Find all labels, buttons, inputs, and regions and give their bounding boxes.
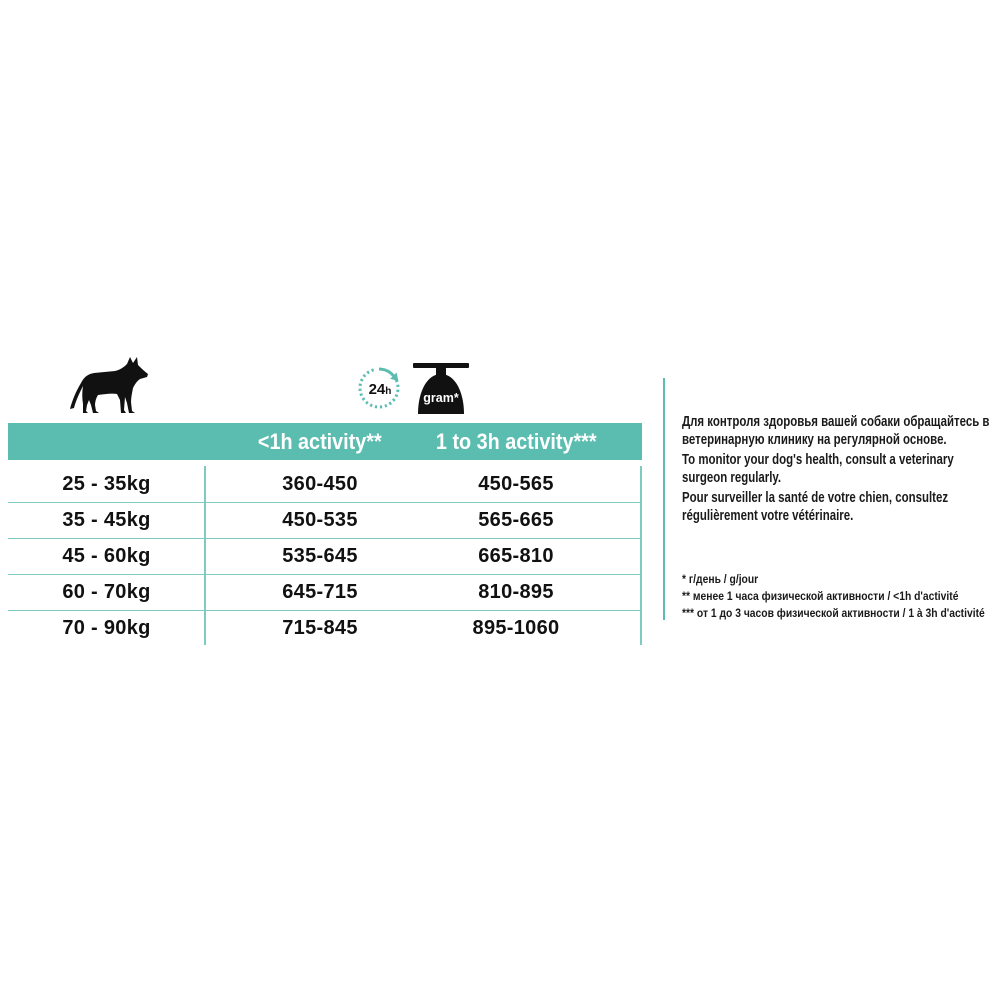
side-divider [663, 378, 665, 620]
clock-number: 24 [368, 381, 386, 398]
low-activity-grams-cell: 535-645 [282, 545, 358, 567]
row-divider [8, 502, 642, 503]
table-row [8, 502, 642, 538]
low-activity-grams-cell: 360-450 [282, 473, 358, 495]
footnotes [682, 571, 985, 622]
table-row [8, 574, 642, 610]
weight-range-cell: 35 - 45kg [62, 509, 151, 531]
header-low-activity: <1h activity** [258, 429, 382, 454]
kitchen-scale-icon [410, 360, 472, 416]
high-activity-grams-cell: 810-895 [478, 581, 554, 603]
dog-silhouette-icon [67, 355, 151, 414]
high-activity-grams-cell: 895-1060 [472, 617, 560, 639]
high-activity-grams-cell: 565-665 [478, 509, 554, 531]
svg-text:24h [369, 381, 392, 398]
table-row [8, 466, 642, 502]
weight-range-cell: 45 - 60kg [62, 545, 151, 567]
24h-cycle-icon [355, 362, 405, 416]
scale-label: gram* [423, 391, 459, 405]
low-activity-grams-cell: 715-845 [282, 617, 358, 639]
footnote-unit: * г/день / g/jour [682, 572, 759, 586]
weight-range-cell: 70 - 90kg [62, 617, 151, 639]
vet-advice [682, 414, 989, 528]
footnote-low-activity: ** менее 1 часа физической активности / <1h d'activité [682, 589, 959, 603]
low-activity-grams-cell: 645-715 [282, 581, 358, 603]
high-activity-grams-cell: 450-565 [478, 473, 554, 495]
table-row [8, 610, 642, 646]
table-row [8, 538, 642, 574]
low-activity-grams-cell: 450-535 [282, 509, 358, 531]
footnote-high-activity: *** от 1 до 3 часов физической активности / 1 à 3h d'activité [682, 606, 985, 620]
table-header [8, 423, 642, 460]
high-activity-grams-cell: 665-810 [478, 545, 554, 567]
weight-range-cell: 25 - 35kg [62, 473, 151, 495]
row-divider [8, 538, 642, 539]
weight-range-cell: 60 - 70kg [62, 581, 151, 603]
advice-ru: Для контроля здоровья вашей собаки обращайтесь в ветеринарную клинику на регулярной основе. [682, 414, 990, 448]
header-high-activity: 1 to 3h activity*** [435, 429, 597, 454]
advice-en: To monitor your dog's health, consult a veterinary surgeon regularly. [682, 452, 954, 486]
table-right-border [640, 466, 642, 645]
clock-unit: h [385, 386, 392, 397]
column-divider [204, 466, 206, 645]
advice-fr: Pour surveiller la santé de votre chien, consultez régulièrement votre vétérinaire. [682, 490, 949, 524]
row-divider [8, 574, 642, 575]
row-divider [8, 610, 642, 611]
